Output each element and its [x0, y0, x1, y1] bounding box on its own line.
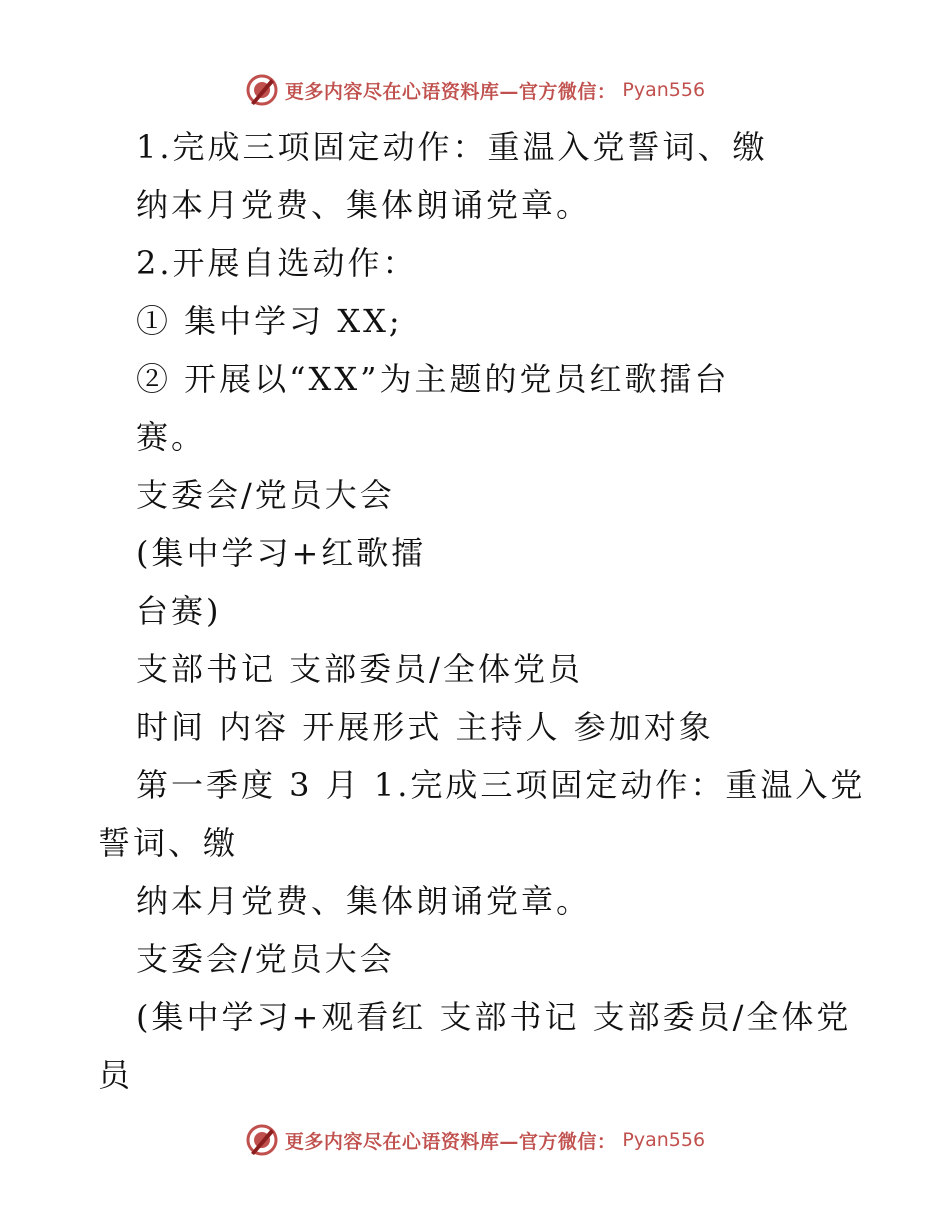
- text-line: 支委会/党员大会: [136, 476, 395, 514]
- pen-logo-icon: [245, 73, 279, 107]
- text-line: 第一季度 3 月 1.完成三项固定动作：重温入党: [136, 766, 866, 804]
- text-line: 支部书记 支部委员/全体党员: [136, 650, 583, 688]
- banner-text: 更多内容尽在心语资料库—官方微信：: [284, 80, 617, 103]
- text-line: (集中学习+红歌擂: [136, 534, 427, 572]
- text-line: 纳本月党费、集体朗诵党章。: [136, 882, 592, 920]
- text-line: 1.完成三项固定动作：重温入党誓词、缴: [136, 128, 768, 166]
- text-line: 赛。: [136, 418, 207, 456]
- text-line: ② 开展以“XX”为主题的党员红歌擂台: [136, 360, 730, 398]
- banner-text: 更多内容尽在心语资料库—官方微信：: [284, 1130, 617, 1153]
- text-line: (集中学习+观看红 支部书记 支部委员/全体党: [136, 998, 852, 1036]
- pen-logo-icon: [245, 1123, 279, 1157]
- text-line: 誓词、缴: [98, 824, 239, 862]
- banner-wechat-id: Pyan556: [622, 1129, 706, 1151]
- document-body: [98, 118, 866, 1104]
- banner-wechat-id: Pyan556: [622, 79, 706, 101]
- text-line: 时间 内容 开展形式 主持人 参加对象: [136, 708, 714, 746]
- text-line: 纳本月党费、集体朗诵党章。: [136, 186, 592, 224]
- header-banner: [0, 70, 950, 110]
- text-line: 员: [98, 1056, 134, 1094]
- text-line: ① 集中学习 XX;: [136, 302, 403, 340]
- text-line: 支委会/党员大会: [136, 940, 395, 978]
- footer-banner: [0, 1120, 950, 1160]
- text-line: 台赛): [136, 592, 222, 630]
- text-line: 2.开展自选动作：: [136, 244, 418, 282]
